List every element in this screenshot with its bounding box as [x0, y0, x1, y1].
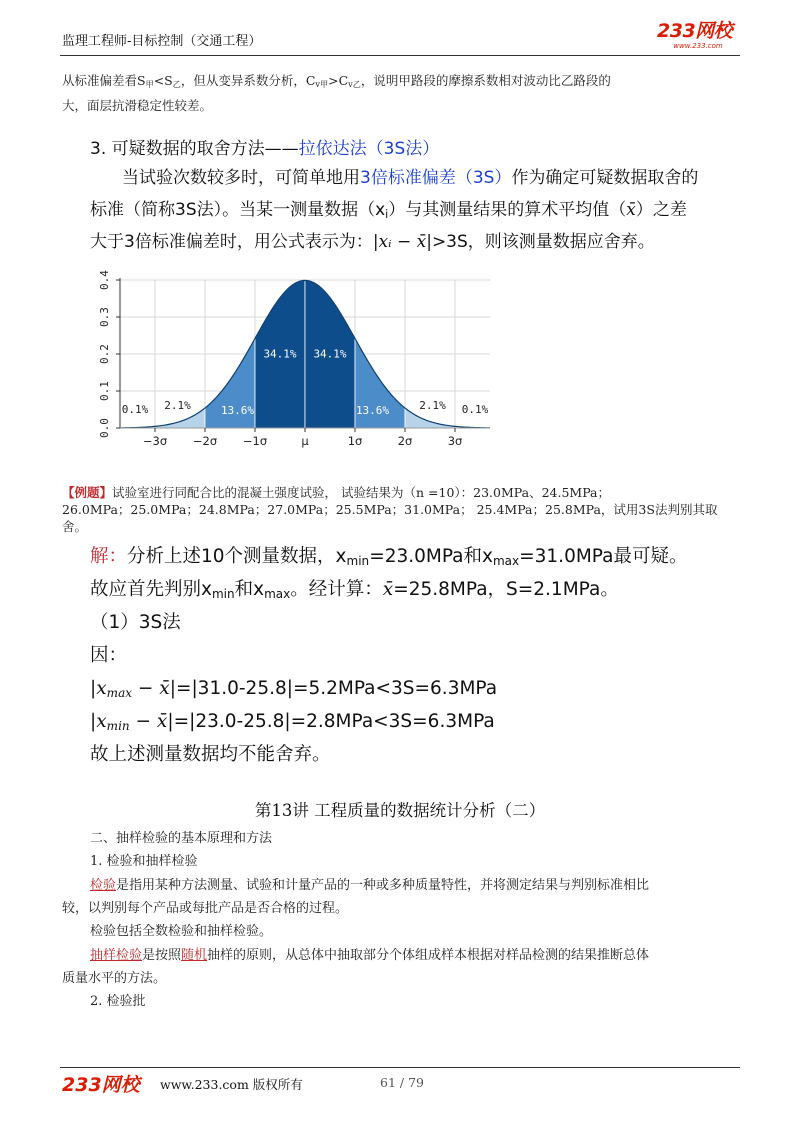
- region-label-5: 2.1%: [419, 398, 446, 412]
- lecture-h2: 二、抽样检验的基本原理和方法: [90, 831, 273, 846]
- solution-line-6: $|x_{min}$ − x̄|=|23.0-25.8|=2.8MPa<3S=6.3MPa: [90, 711, 495, 733]
- region-label-2: 34.1%: [263, 347, 297, 361]
- y-tick-label: 0.2: [98, 344, 111, 364]
- y-tick-label: 0.4: [98, 270, 111, 290]
- x-tick-label: μ: [301, 434, 309, 448]
- region-label-4: 13.6%: [355, 403, 390, 417]
- solution-line-1: 解：分析上述10个测量数据，$x_{min}=23.0MPa$和$x_{max}=31.0MPa$最可疑。: [90, 546, 688, 568]
- section-3-heading: 3. 可疑数据的取舍方法——拉依达法（3S法）: [90, 139, 440, 159]
- 3s-link[interactable]: 3倍标准偏差（3S）: [360, 168, 512, 188]
- example-line-3: 舍。: [62, 519, 88, 534]
- solution-line-3: （1）3S法: [90, 612, 181, 633]
- lecture-h3-1: 1. 检验和抽样检验: [90, 854, 198, 869]
- x-tick-label: 3σ: [447, 434, 463, 448]
- page-number: 61 / 79: [380, 1075, 424, 1090]
- logo-url: www.233.com: [673, 42, 723, 50]
- term-inspection: 检验: [90, 878, 117, 893]
- section-3-line-2: 标准（简称3S法）。当某一测量数据$(x_i)$与其测量结果的算术平均值（x̄）之差: [90, 200, 687, 221]
- solution-label: 解：: [90, 546, 128, 567]
- definition-inspection-line-1: 检验是指用某种方法测量、试验和计量产品的一种或多种质量特性，并将测定结果与判别标准相比: [90, 878, 650, 893]
- solution-line-2: 故应首先判别$x_{min}$和$x_{max}$。经计算：x̄=25.8MPa，S=2.1MPa。: [90, 579, 619, 601]
- x-tick-label: −1σ: [242, 434, 268, 448]
- x-tick-label: −3σ: [142, 434, 168, 448]
- example-tag: 【例题】: [62, 485, 113, 500]
- region-label-3: 34.1%: [313, 347, 347, 361]
- header-divider: [60, 55, 740, 56]
- intro-line-1: 从标准偏差看$S_甲<S_乙$，但从变异系数分析，$C_{v甲}>C_{v乙}$，说明甲路段的摩擦系数相对波动比乙路段的: [62, 73, 611, 90]
- solution-line-5: $|x_{max}$ − x̄|=|31.0-25.8|=5.2MPa<3S=6.3MPa: [90, 678, 498, 700]
- example-line-2: 26.0MPa；25.0MPa；24.8MPa；27.0MPa；25.5MPa；31.0MPa； 25.4MPa；25.8MPa，试用3S法判别其取: [62, 502, 718, 517]
- x-tick-label: −2σ: [192, 434, 218, 448]
- term-random: 随机: [181, 948, 208, 963]
- region-label-0: 2.1%: [164, 398, 191, 412]
- normal-distribution-chart: [90, 268, 495, 460]
- definition-sampling-line-2: 质量水平的方法。: [62, 971, 167, 986]
- intro-paragraph: [62, 70, 742, 117]
- example-block: [62, 484, 742, 535]
- heading-link[interactable]: 拉依达法（3S法）: [298, 139, 440, 159]
- solution-line-4: 因：: [90, 645, 128, 666]
- definition-inspection-line-2: 较，以判别每个产品或每批产品是否合格的过程。: [62, 901, 349, 916]
- intro-line-2: 大，面层抗滑稳定性较差。: [62, 98, 213, 114]
- definition-sampling-line-1: 抽样检验是按照随机抽样的原则，从总体中抽取部分个体组成样本根据对样品检测的结果推断总体: [90, 948, 650, 963]
- footer-divider: [60, 1067, 740, 1068]
- solution-line-7: 故上述测量数据均不能舍弃。: [90, 744, 331, 765]
- lecture-h3-2: 2. 检验批: [90, 994, 146, 1009]
- x-tick-label: 2σ: [397, 434, 413, 448]
- x-tick-label: 1σ: [347, 434, 363, 448]
- y-tick-label: 0.0: [98, 418, 111, 438]
- brand-logo: [657, 20, 739, 54]
- lecture-title: 第13讲 工程质量的数据统计分析（二）: [254, 801, 546, 820]
- y-tick-label: 0.3: [98, 307, 111, 327]
- term-sampling: 抽样检验: [90, 948, 143, 963]
- header-title: 监理工程师-目标控制（交通工程）: [62, 34, 262, 49]
- section-3-line-3: 大于3倍标准偏差时，用公式表示为：|xᵢ − x̄|>3S，则该测量数据应舍弃。: [90, 232, 655, 252]
- tail-label-1: 0.1%: [461, 403, 489, 417]
- footer-logo: 233网校: [62, 1074, 140, 1096]
- section-3-line-1: 当试验次数较多时，可简单地用3倍标准偏差（3S）作为确定可疑数据取舍的: [122, 168, 699, 188]
- logo-text: 233网校: [657, 20, 733, 42]
- tail-label-0: 0.1%: [121, 403, 149, 417]
- region-label-1: 13.6%: [220, 403, 255, 417]
- y-tick-label: 0.1: [98, 381, 111, 401]
- inspection-includes: 检验包括全数检验和抽样检验。: [90, 924, 273, 939]
- footer-site: www.233.com 版权所有: [160, 1077, 303, 1092]
- example-line-1: 【例题】试验室进行同配合比的混凝土强度试验， 试验结果为（n =10）：23.0MPa、24.5MPa；: [62, 485, 611, 500]
